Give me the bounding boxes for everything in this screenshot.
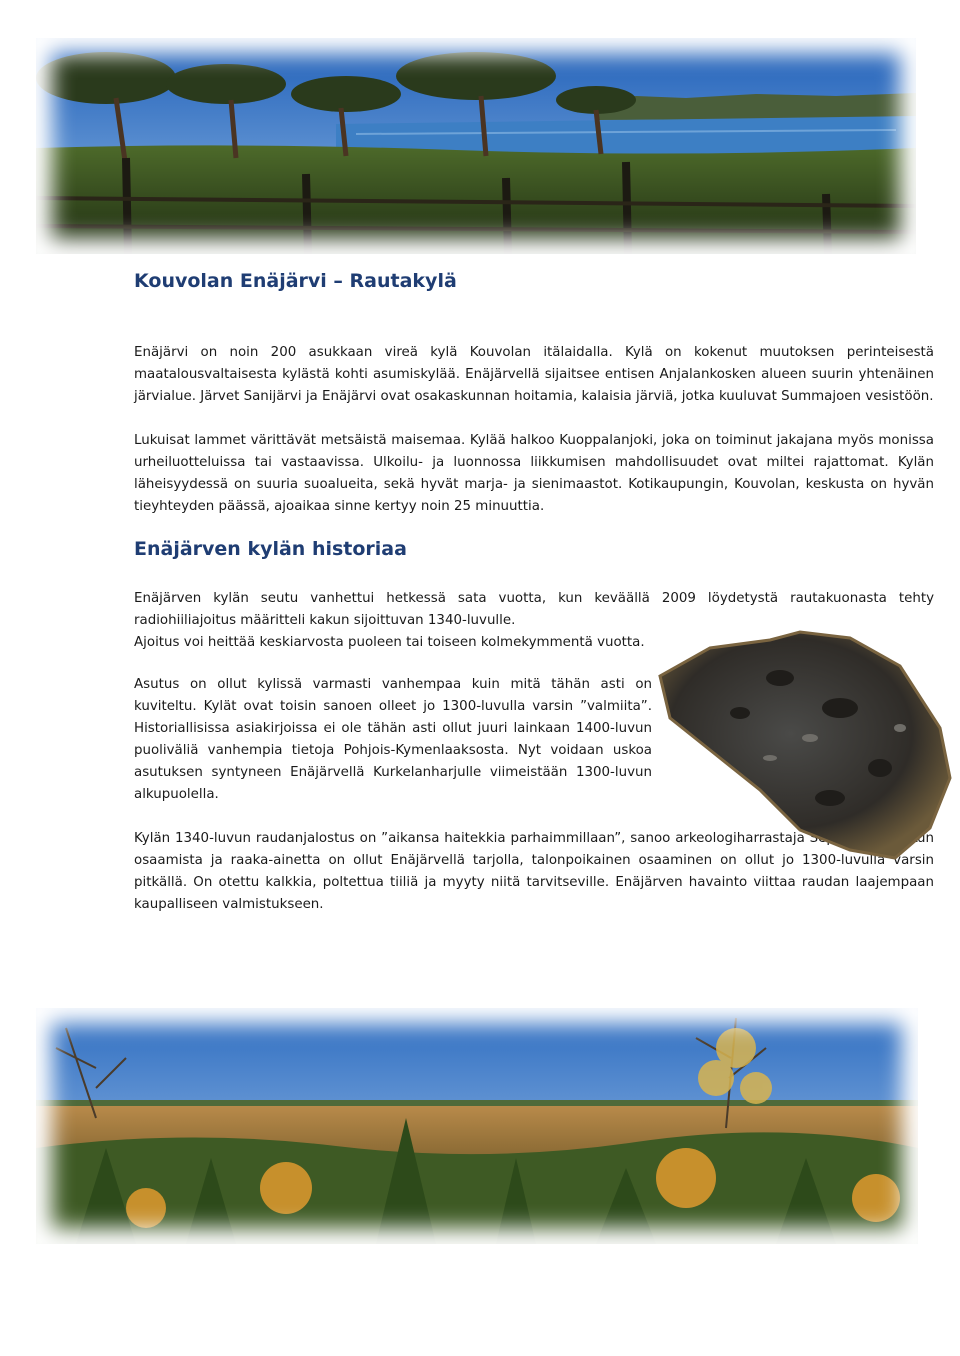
iron-slag-photo [650,618,955,868]
history-paragraph-2: Asutus on ollut kylissä varmasti vanhempaa kuin mitä tähän asti on kuviteltu. Kylät ovat toisin sanoen olleet jo 1300-luvulla varsin ”valmiita”. Historiallisissa asiakirjoissa ei ole tähän asti ollut juuri lainkaan 1400-luvun puoliväliä vanhempia tietoja Pohjois-Kymenlaaksosta. Nyt voidaan uskoa asutuksen syntyneen Enäjärvellä Kurkelanharjulle viimeistään 1300-luvun alkupuolella. [134,677,652,802]
intro-paragraph: Enäjärvi on noin 200 asukkaan vireä kylä Kouvolan itälaidalla. Kylä on kokenut muutoksen perinteisestä maatalousvaltaisesta kylästä kohti asumiskylää. Enäjärvellä sijaitsee entisen Anjalankosken alueen suurin yhtenäinen järvialue. Järvet Sanijärvi ja Enäjärvi ovat osakaskunnan hoitamia, kalaisia järviä, jotka kuuluvat Summajoen vesistöön. [134,345,934,404]
lake-landscape-photo [36,38,916,254]
intro-paragraph-2: Lukuisat lammet värittävät metsäistä maisemaa. Kylää halkoo Kuoppalanjoki, joka on toiminut jakajana myös monissa urheiluotteluissa tai vastaavissa. Ulkoilu- ja luonnossa liikkumisen mahdollisuudet ovat miltei rajattomat. Kylän läheisyydessä on suuria suoalueita, sekä hyvät marja- ja sienimaastot. Kotikaupungin, Kouvolan, keskusta on hyvän tieyhteyden päässä, ajoaikaa sinne kertyy noin 25 minuuttia. [134,433,934,514]
page-title: Kouvolan Enäjärvi – Rautakylä [134,270,457,292]
history-paragraph-3: Kylän 1340-luvun raudanjalostus on ”aikansa haitekkia parhaimmillaan”, sanoo arkeologiharrastaja Seppo Kallio – Kun osaamista ja raaka-ainetta on ollut Enäjärvellä tarjolla, talonpoikainen osaaminen on ollut jo 1300-luvulla varsin pitkällä. On otettu kalkkia, poltettua tiiliä ja myyty niitä tarvitseville. Enäjärven havainto viittaa raudan laajempaan kaupalliseen valmistukseen. [134,831,934,912]
history-paragraph-1-text: Enäjärven kylän seutu vanhettui hetkessä sata vuotta, kun keväällä 2009 löydetystä rautakuonasta tehty radiohiiliajoitus määritteli kakun sijoittuvan 1340-luvulle. [134,591,934,628]
history-heading: Enäjärven kylän historiaa [134,538,407,560]
bog-landscape-photo [36,1008,918,1244]
history-paragraph-1-cont: Ajoitus voi heittää keskiarvosta puoleen tai toiseen kolmekymmentä vuotta. [134,635,645,650]
